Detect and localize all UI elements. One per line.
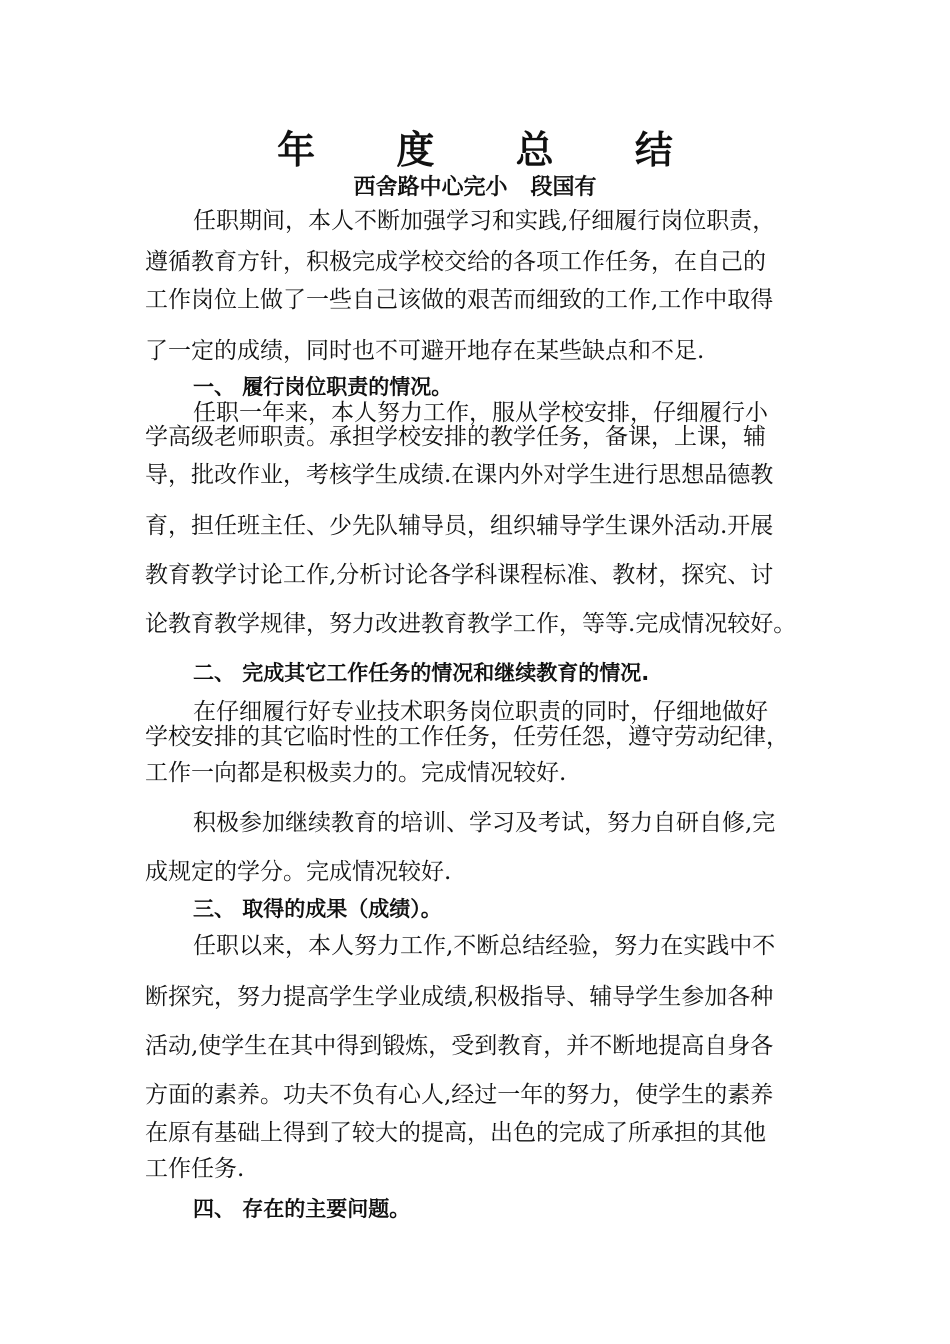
paragraph-line: 学校安排的其它临时性的工作任务，任劳任怨，遵守劳动纪律， <box>145 724 789 750</box>
section-heading: 二、 完成其它工作任务的情况和继续教育的情况. <box>193 661 650 685</box>
paragraph-line: 任职一年来，本人努力工作，服从学校安排，仔细履行小 <box>193 400 768 426</box>
paragraph-line: 任职以来，本人努力工作,不断总结经验，努力在实践中不 <box>193 933 776 959</box>
paragraph-line: 活动,使学生在其中得到锻炼，受到教育，并不断地提高自身各 <box>145 1033 774 1059</box>
document-subtitle: 西舍路中心完小 段国有 <box>353 175 597 200</box>
paragraph-line: 工作一向都是积极卖力的。完成情况较好. <box>145 760 567 786</box>
paragraph-line: 工作任务. <box>145 1156 245 1182</box>
paragraph-line: 学高级老师职责。承担学校安排的教学任务，备课，上课，辅 <box>145 424 766 450</box>
paragraph-line: 任职期间，本人不断加强学习和实践,仔细履行岗位职责， <box>193 208 776 234</box>
paragraph-line: 教育教学讨论工作,分析讨论各学科课程标准、教材，探究、讨 <box>145 562 774 588</box>
section-heading: 三、 取得的成果（成绩）。 <box>193 897 442 921</box>
paragraph-line: 论教育教学规律，努力改进教育教学工作，等等.完成情况较好。 <box>145 611 797 637</box>
paragraph-line: 方面的素养。功夫不负有心人,经过一年的努力，使学生的素养 <box>145 1082 774 1108</box>
paragraph-line: 成规定的学分。完成情况较好. <box>145 859 452 885</box>
paragraph-line: 了一定的成绩，同时也不可避开地存在某些缺点和不足. <box>145 338 705 364</box>
paragraph-line: 在原有基础上得到了较大的提高，出色的完成了所承担的其他 <box>145 1120 766 1146</box>
paragraph-line: 断探究，努力提高学生学业成绩,积极指导、辅导学生参加各种 <box>145 984 774 1010</box>
paragraph-line: 遵循教育方针，积极完成学校交给的各项工作任务，在自己的 <box>145 249 766 275</box>
document-title: 年 度 总 结 <box>277 128 707 172</box>
paragraph-line: 在仔细履行好专业技术职务岗位职责的同时，仔细地做好 <box>193 699 768 725</box>
section-heading: 一、 履行岗位职责的情况。 <box>193 375 453 399</box>
paragraph-line: 导，批改作业，考核学生成绩.在课内外对学生进行思想品德教 <box>145 462 774 488</box>
paragraph-line: 积极参加继续教育的培训、学习及考试，努力自研自修,完 <box>193 810 776 836</box>
section-heading: 四、 存在的主要问题。 <box>193 1197 411 1221</box>
paragraph-line: 工作岗位上做了一些自己该做的艰苦而细致的工作,工作中取得 <box>145 287 774 313</box>
paragraph-line: 育，担任班主任、少先队辅导员，组织辅导学生课外活动.开展 <box>145 513 774 539</box>
